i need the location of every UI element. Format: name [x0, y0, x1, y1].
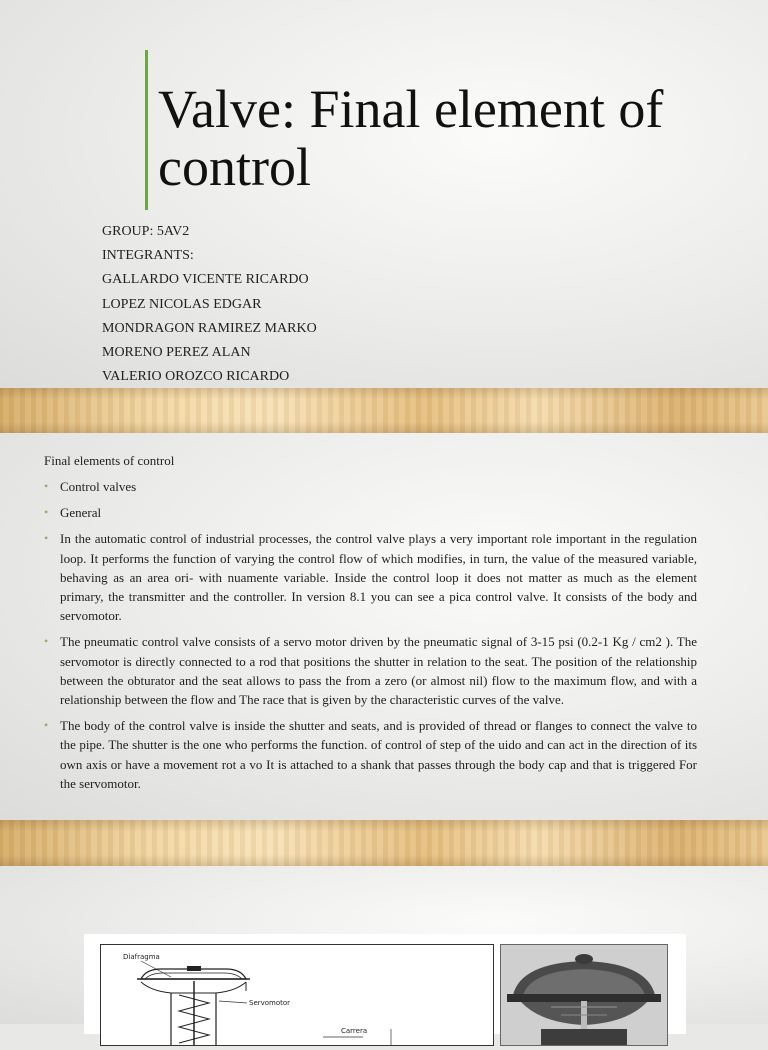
group-line: GROUP: 5AV2 [102, 224, 190, 239]
slide-title: Valve: Final element of control [158, 79, 664, 197]
title-accent-bar [145, 50, 148, 210]
valve-diagram-drawing [101, 945, 493, 1045]
valve-photo-image [501, 945, 667, 1045]
figure-slide [0, 866, 768, 1035]
valve-diagram [100, 944, 494, 1046]
member-name: GALLARDO VICENTE RICARDO [102, 272, 309, 288]
wood-separator [0, 820, 768, 866]
servomotor-label: Servomotor [249, 999, 291, 1007]
member-name: MONDRAGON RAMIREZ MARKO [102, 320, 317, 336]
stroke-label: Carrera [341, 1027, 368, 1035]
group-members-list [102, 220, 317, 389]
member-name: MORENO PEREZ ALAN [102, 345, 251, 361]
member-name: VALERIO OROZCO RICARDO [102, 369, 290, 385]
valve-photo [500, 944, 668, 1046]
bullet-item: • The body of the control valve is inside the shutter and seats, and is provided of thread or flanges to connect the valve to the pipe. The shutter is the one who performs the function. of control of step of the uido and can act in the direction of its own axis or have a movement rot a vo It is attached to a shank that passes through the body cap and that is triggered For the servomotor. [44, 716, 697, 793]
bullet-item: • The pneumatic control valve consists of a servo motor driven by the pneumatic signal of 3-15 psi (0.2-1 Kg / cm2 ). The servomotor is directly connected to a rod that positions the shutter in relation to the seat. The position of the relationship between the obturator and the seat allows to pass the from a zero (or almost nil) flow to the maximum flow, and with a relationship between the flow and The race that is given by the characteristic curves of the valve. [44, 632, 697, 709]
figure-panel [84, 934, 686, 1034]
bullet-item: • General [44, 503, 697, 522]
member-name: LOPEZ NICOLAS EDGAR [102, 296, 262, 312]
diaphragm-label: Diafragma [123, 953, 160, 961]
bullet-list [44, 477, 697, 800]
bullet-item: • Control valves [44, 477, 697, 496]
slide-heading: Final elements of control [44, 453, 175, 468]
wood-separator [0, 388, 768, 433]
content-slide [0, 433, 768, 820]
integrants-label: INTEGRANTS: [102, 248, 194, 264]
title-slide [0, 0, 768, 388]
bullet-item: • In the automatic control of industrial processes, the control valve plays a very important role important in the regulation loop. It performs the function of varying the control flow of which modifies, in turn, the value of the measured variable, behaving as an area ori- with nuamente variable. Inside the control loop it does not matter as much as the element primary, the transmitter and the controller. In version 8.1 you can see a pica control valve. It consists of the body and servomotor. [44, 529, 697, 625]
